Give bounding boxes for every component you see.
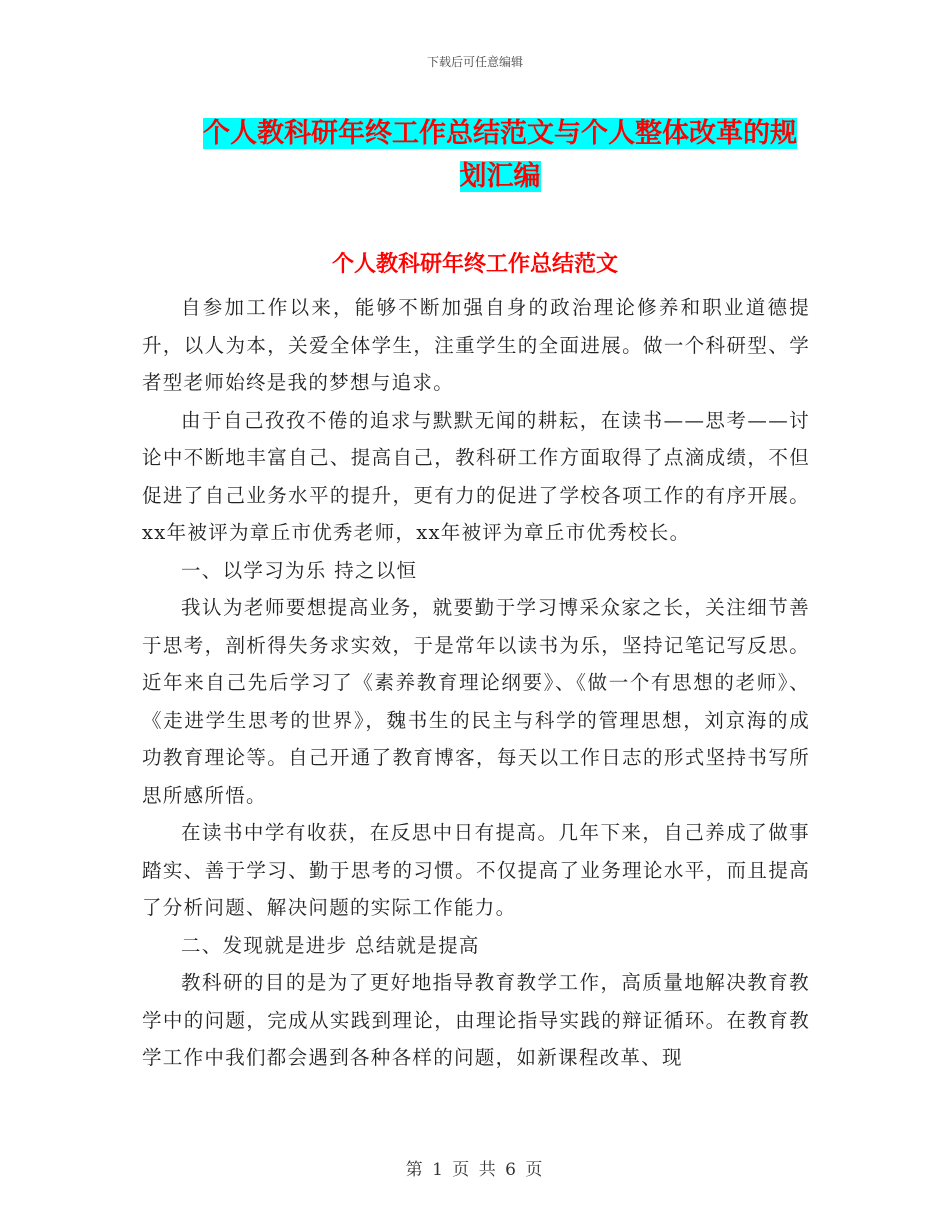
- subheading: 二、发现就是进步 总结就是提高: [181, 933, 480, 957]
- section-title: 个人教科研年终工作总结范文: [331, 252, 618, 277]
- subheading: 一、以学习为乐 持之以恒: [181, 558, 418, 582]
- document-title: [190, 112, 810, 198]
- paragraph: 教科研的目的是为了更好地指导教育教学工作，高质量地解决教育教学中的问题，完成从实践到理论，由理论指导实践的辩证循环。在教育教学工作中我们都会遇到各种各样的问题，如新课程改革、现: [142, 971, 810, 1069]
- page-header-note: 下载后可任意编辑: [426, 55, 523, 69]
- document-title-text: 个人教科研年终工作总结范文与个人整体改革的规划汇编: [203, 118, 797, 192]
- document-body: [142, 289, 810, 1077]
- paragraph: 在读书中学有收获，在反思中日有提高。几年下来，自己养成了做事踏实、善于学习、勤于思考的习惯。不仅提高了业务理论水平，而且提高了分析问题、解决问题的实际工作能力。: [142, 821, 810, 919]
- page-number: 第 1 页 共 6 页: [405, 1160, 545, 1180]
- paragraph: 自参加工作以来，能够不断加强自身的政治理论修养和职业道德提升，以人为本，关爱全体学生，注重学生的全面进展。做一个科研型、学者型老师始终是我的梦想与追求。: [142, 296, 810, 394]
- paragraph: 我认为老师要想提高业务，就要勤于学习博采众家之长，关注细节善于思考，剖析得失务求实效，于是常年以读书为乐，坚持记笔记写反思。近年来自己先后学习了《素养教育理论纲要》、《做一个有思想的老师》、《走进学生思考的世界》，魏书生的民主与科学的管理思想，刘京海的成功教育理论等。自己开通了教育博客，每天以工作日志的形式坚持书写所思所感所悟。: [142, 596, 810, 807]
- paragraph: 由于自己孜孜不倦的追求与默默无闻的耕耘，在读书——思考——讨论中不断地丰富自己、提高自己，教科研工作方面取得了点滴成绩，不但促进了自己业务水平的提升，更有力的促进了学校各项工作的有序开展。xx年被评为章丘市优秀老师，xx年被评为章丘市优秀校长。: [142, 408, 810, 544]
